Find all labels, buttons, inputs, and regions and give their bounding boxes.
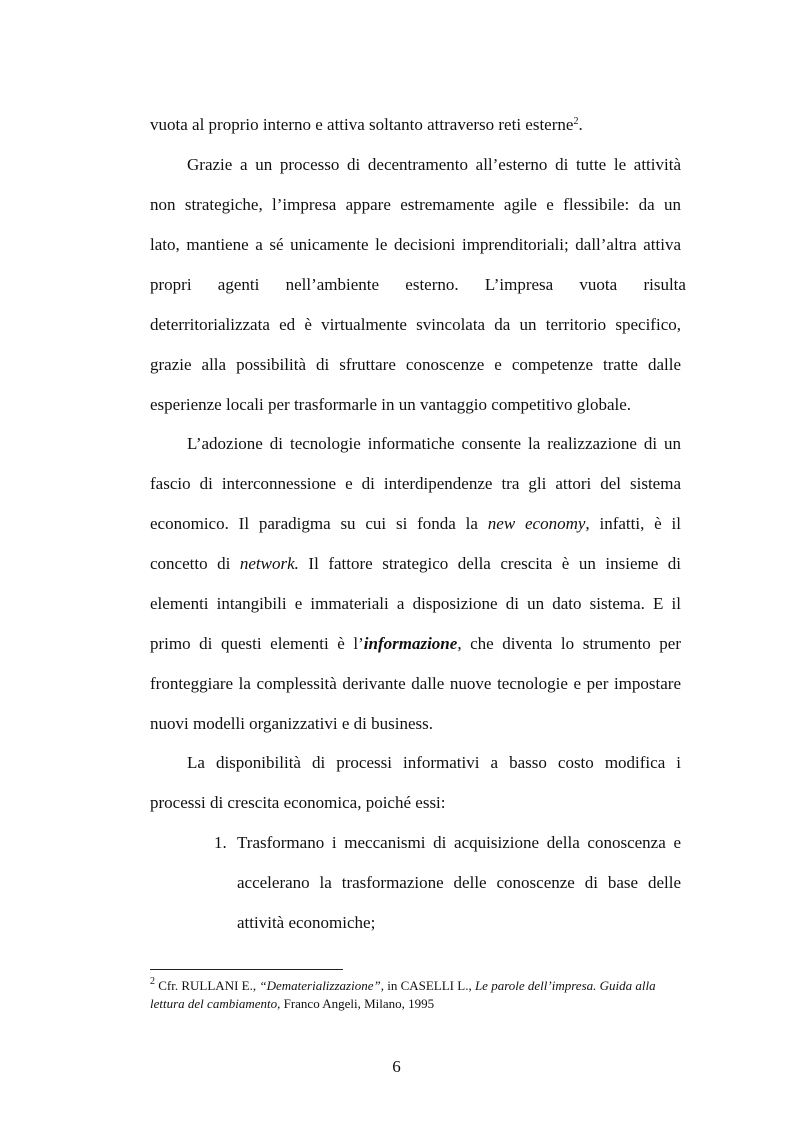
italic-term: new economy [487, 514, 586, 533]
text-line: deterritorializzata ed è virtualmente svincolata da un territorio specifico, [150, 315, 681, 334]
text-span: vuota al proprio interno e attiva soltanto attraverso reti esterne [150, 115, 574, 134]
text-span: primo di questi elementi è l’ [150, 634, 364, 653]
text-span: Il fattore strategico della crescita è un insieme di [308, 554, 682, 573]
text-span: , in CASELLI L., [380, 978, 472, 993]
italic-title: “Dematerializzazione” [259, 978, 381, 993]
text-line: Grazie a un processo di decentramento all’esterno di tutte le attività [187, 155, 681, 174]
text-span: Cfr. RULLANI E., [158, 978, 257, 993]
footnote-number: 2 [150, 976, 155, 987]
footnote-separator [150, 969, 343, 970]
text-line [150, 633, 681, 655]
italic-title: Le parole dell’impresa. Guida alla [474, 978, 656, 993]
list-number: 1. [214, 833, 227, 852]
text-line: La disponibilità di processi informativi a basso costo modifica i [187, 753, 681, 772]
text-line: L’adozione di tecnologie informatiche consente la realizzazione di un [187, 434, 681, 453]
footnote-line [150, 995, 681, 1012]
footnote-line [150, 977, 681, 994]
bold-italic-term: informazione [363, 634, 458, 653]
list-item-line: attività economiche; [237, 913, 376, 932]
footnote-reference: 2 [573, 116, 579, 127]
text-span: , che diventa lo strumento per [457, 634, 681, 653]
text-line: fronteggiare la complessità derivante dalle nuove tecnologie e per impostare [150, 674, 681, 693]
text-line: non strategiche, l’impresa appare estremamente agile e flessibile: da un [150, 195, 681, 214]
italic-term: network. [239, 554, 299, 573]
text-line: lato, mantiene a sé unicamente le decisioni imprenditoriali; dall’altra attiva [150, 235, 681, 254]
text-line: processi di crescita economica, poiché essi: [150, 793, 446, 812]
text-span: , infatti, è il [585, 514, 681, 533]
text-line [150, 114, 681, 136]
italic-title: lettura del cambiamento [150, 996, 278, 1011]
text-span: , Franco Angeli, Milano, 1995 [277, 996, 435, 1011]
text-line: nuovi modelli organizzativi e di business. [150, 714, 433, 733]
text-line: esperienze locali per trasformarle in un vantaggio competitivo globale. [150, 395, 632, 414]
text-span: economico. Il paradigma su cui si fonda la [150, 514, 478, 533]
text-line [150, 553, 681, 575]
text-span: . [578, 115, 583, 134]
page-number: 6 [392, 1057, 401, 1076]
list-item-line: accelerano la trasformazione delle conoscenze di base delle [237, 873, 681, 892]
text-line: elementi intangibili e immateriali a disposizione di un dato sistema. E il [150, 594, 681, 613]
text-span: concetto di [150, 554, 231, 573]
list-item-line: Trasformano i meccanismi di acquisizione della conoscenza e [237, 833, 681, 852]
text-line: grazie alla possibilità di sfruttare conoscenze e competenze tratte dalle [150, 355, 681, 374]
text-line: propri agenti nell’ambiente esterno. L’impresa vuota risulta [150, 275, 686, 294]
text-line [150, 513, 681, 535]
text-line: fascio di interconnessione e di interdipendenze tra gli attori del sistema [150, 474, 681, 493]
